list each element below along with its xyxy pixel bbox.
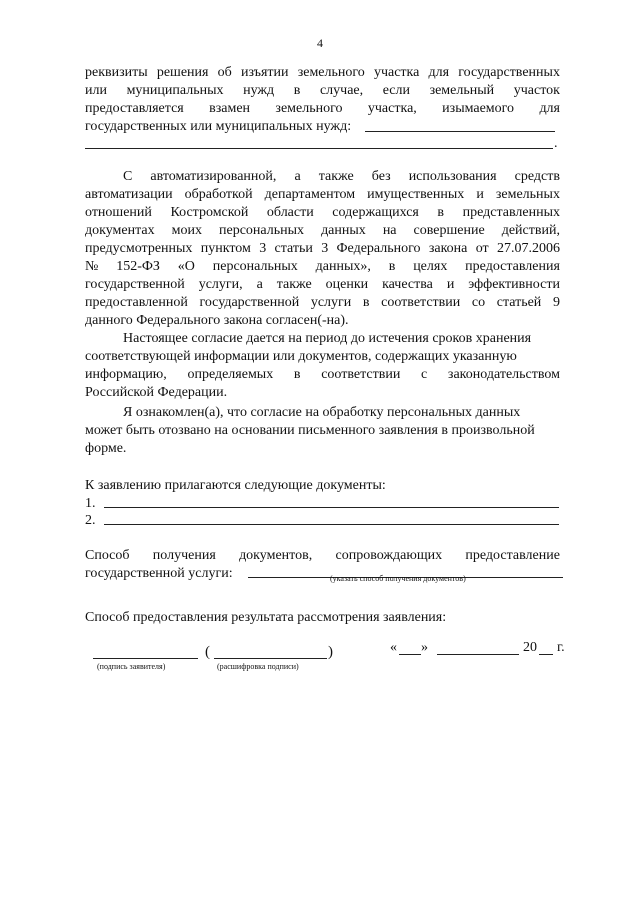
consent-line-5: предусмотренных пунктом 3 статьи 3 Федерального закона от 27.07.2006 bbox=[85, 241, 560, 256]
page-number: 4 bbox=[317, 36, 323, 50]
result-heading: Способ предоставления результата рассмотрения заявления: bbox=[85, 610, 447, 625]
decoding-open-paren: ( bbox=[205, 644, 210, 660]
seizure-details-field-2[interactable] bbox=[85, 148, 553, 149]
period-line-4: Российской Федерации. bbox=[85, 385, 228, 400]
seizure-line-2: или муниципальных нужд в случае, если земельный участок bbox=[85, 83, 560, 98]
signature-decoding-caption: (расшифровка подписи) bbox=[217, 662, 299, 671]
date-year-field[interactable] bbox=[539, 654, 553, 655]
receipt-method-caption: (указать способ получения документов) bbox=[330, 574, 466, 583]
date-day-field[interactable] bbox=[399, 654, 421, 655]
date-year-suffix: г. bbox=[557, 640, 565, 655]
applicant-signature-caption: (подпись заявителя) bbox=[97, 662, 166, 671]
decoding-close-paren: ) bbox=[328, 644, 333, 660]
receipt-line-1: Способ получения документов, сопровождающих предоставление bbox=[85, 548, 560, 563]
date-quote-open: « bbox=[390, 640, 397, 655]
seizure-line-3: предоставляется взамен земельного участка, изымаемого для bbox=[85, 101, 560, 116]
attachment-2-number: 2. bbox=[85, 513, 96, 528]
consent-line-4: документах моих персональных данных на совершение действий, bbox=[85, 223, 560, 238]
attachment-1-field[interactable] bbox=[104, 507, 559, 508]
receipt-line-2: государственной услуги: bbox=[85, 566, 233, 581]
consent-line-3: отношений Костромской области содержащихся в представленных bbox=[85, 205, 560, 220]
attachment-2-field[interactable] bbox=[104, 524, 559, 525]
consent-line-6: № 152-ФЗ «О персональных данных», в целях предоставления bbox=[85, 259, 560, 274]
seizure-end-dot: . bbox=[554, 136, 558, 151]
consent-line-1: С автоматизированной, а также без использования средств bbox=[123, 169, 560, 184]
period-line-3: информацию, определяемых в соответствии с законодательством bbox=[85, 367, 560, 382]
seizure-details-field[interactable] bbox=[365, 131, 555, 132]
consent-line-9: данного Федерального закона согласен(-на). bbox=[85, 313, 349, 328]
date-year-prefix: 20 bbox=[523, 640, 537, 655]
consent-line-2: автоматизации обработкой департаментом имущественных и земельных bbox=[85, 187, 560, 202]
consent-line-7: государственной услуги, а также оценки качества и эффективности bbox=[85, 277, 560, 292]
date-month-field[interactable] bbox=[437, 654, 519, 655]
revoke-line-3: форме. bbox=[85, 441, 127, 456]
revoke-line-1: Я ознакомлен(а), что согласие на обработку персональных данных bbox=[123, 405, 521, 420]
seizure-line-1: реквизиты решения об изъятии земельного участка для государственных bbox=[85, 65, 560, 80]
attachments-heading: К заявлению прилагаются следующие документы: bbox=[85, 478, 386, 493]
period-line-1: Настоящее согласие дается на период до истечения сроков хранения bbox=[123, 331, 532, 346]
period-line-2: соответствующей информации или документов, содержащих указанную bbox=[85, 349, 517, 364]
signature-decoding-field[interactable] bbox=[214, 658, 327, 659]
applicant-signature-field[interactable] bbox=[93, 658, 198, 659]
revoke-line-2: может быть отозвано на основании письменного заявления в произвольной bbox=[85, 423, 535, 438]
date-quote-close: » bbox=[421, 640, 428, 655]
attachment-1-number: 1. bbox=[85, 496, 96, 511]
consent-line-8: предоставленной государственной услуги в соответствии со статьей 9 bbox=[85, 295, 560, 310]
seizure-line-4: государственных или муниципальных нужд: bbox=[85, 119, 352, 134]
